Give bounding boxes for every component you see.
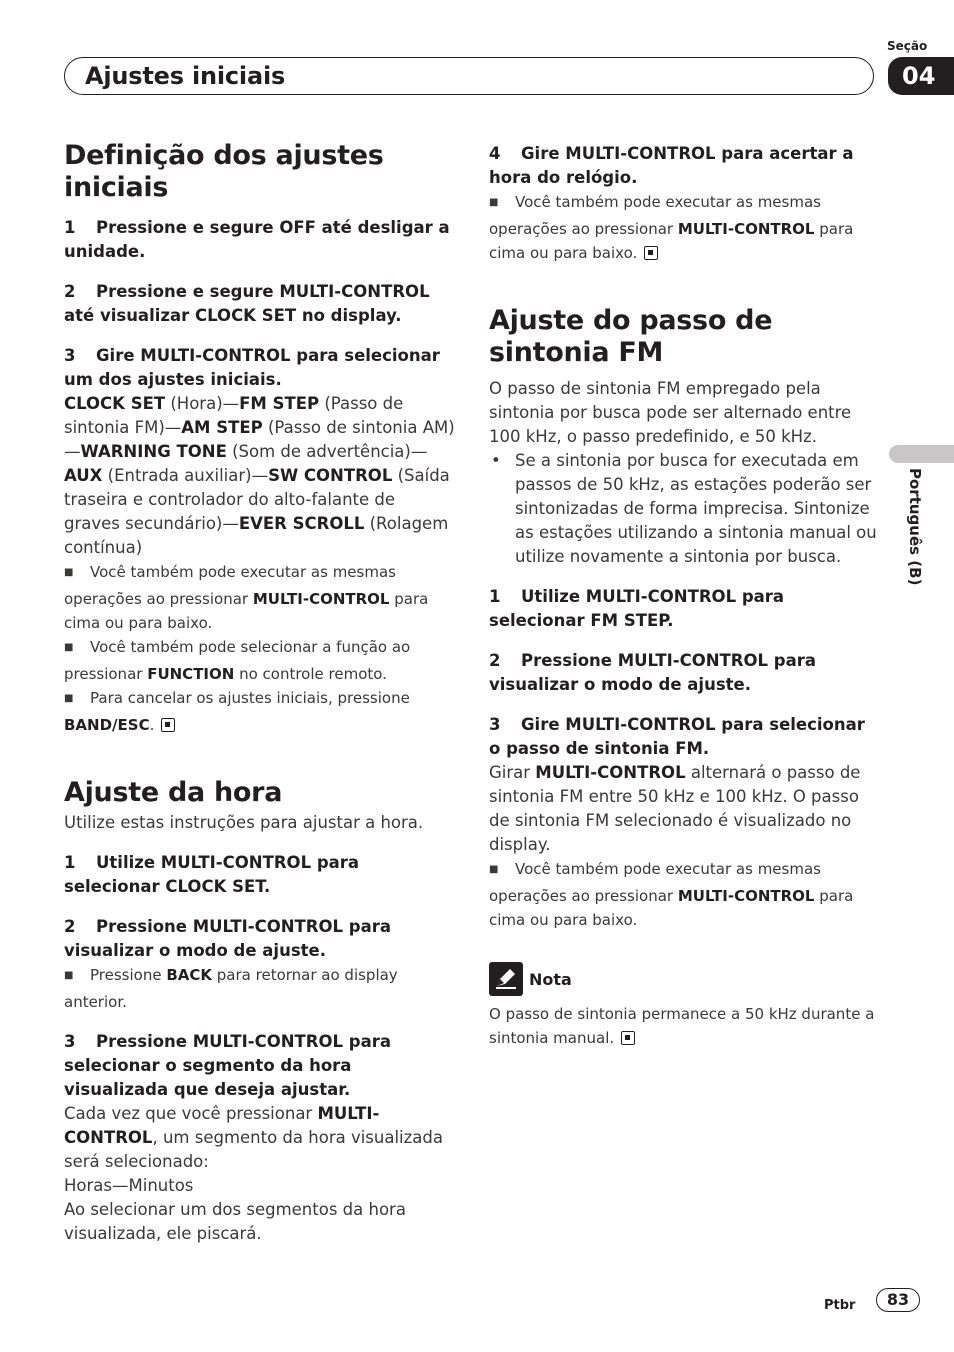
- step-body: Girar MULTI-CONTROL alternará o passo de sintonia FM entre 50 kHz e 100 kHz. O passo de sintonia FM selecionado é visualizado no display.: [489, 763, 861, 854]
- pencil-note-icon: [489, 962, 523, 996]
- note-title: Nota: [529, 969, 572, 989]
- step-2: 2 Pressione e segure MULTI-CONTROL até visualizar CLOCK SET no display.: [64, 282, 430, 325]
- note-header: [489, 962, 881, 996]
- left-column: [64, 140, 456, 1246]
- note-item: ■ Você também pode executar as mesmas operações ao pressionar MULTI-CONTROL para cima ou para baixo.: [489, 193, 854, 262]
- step-body: Ao selecionar um dos segmentos da hora visualizada, ele piscará.: [64, 1200, 406, 1243]
- step-1: 1 Utilize MULTI-CONTROL para selecionar CLOCK SET.: [64, 853, 360, 896]
- section-title-clock: Ajuste da hora: [64, 777, 283, 808]
- step-2: 2 Pressione MULTI-CONTROL para visualizar o modo de ajuste.: [489, 651, 816, 694]
- note-item: ■ Você também pode selecionar a função ao pressionar FUNCTION no controle remoto.: [64, 638, 411, 683]
- note-text: O passo de sintonia permanece a 50 kHz durante a sintonia manual.: [489, 1005, 875, 1047]
- end-mark-icon: [161, 718, 175, 732]
- square-bullet-icon: ■: [64, 970, 74, 981]
- step-3: 3 Gire MULTI-CONTROL para selecionar um dos ajustes iniciais.: [64, 346, 440, 389]
- bullet-item: • Se a sintonia por busca for executada em passos de 50 kHz, as estações poderão ser sintonizadas de forma imprecisa. Sintonize as estações utilizando a sintonia manual ou utilize novamente a sintonia por busca.: [491, 451, 877, 566]
- initial-settings-options: CLOCK SET (Hora)—FM STEP (Passo de sintonia FM)—AM STEP (Passo de sintonia AM)—WARNING TONE (Som de advertência)—AUX (Entrada auxiliar)—SW CONTROL (Saída traseira e controlador do alto-falante de graves secundário)—EVER SCROLL (Rolagem contínua): [64, 394, 455, 557]
- square-bullet-icon: ■: [489, 197, 499, 208]
- language-code: Ptbr: [824, 1298, 856, 1313]
- note-item: ■ Você também pode executar as mesmas operações ao pressionar MULTI-CONTROL para cima ou para baixo.: [64, 563, 429, 632]
- right-column: [489, 140, 881, 1050]
- step-body: Cada vez que você pressionar MULTI-CONTROL, um segmento da hora visualizada será selecionado:: [64, 1104, 443, 1171]
- round-bullet-icon: •: [491, 451, 501, 470]
- header-bar: [64, 57, 874, 95]
- end-mark-icon: [621, 1031, 635, 1045]
- step-3: 3 Pressione MULTI-CONTROL para selecionar o segmento da hora visualizada que deseja ajustar.: [64, 1032, 391, 1099]
- clock-intro: Utilize estas instruções para ajustar a hora.: [64, 813, 424, 832]
- section-label: Seção: [887, 39, 928, 53]
- step-3: 3 Gire MULTI-CONTROL para selecionar o passo de sintonia FM.: [489, 715, 865, 758]
- fm-step-intro: O passo de sintonia FM empregado pela sintonia por busca pode ser alternado entre 100 kHz, o passo predefinido, e 50 kHz.: [489, 379, 852, 446]
- chapter-title: Ajustes iniciais: [85, 62, 286, 90]
- step-1: 1 Utilize MULTI-CONTROL para selecionar FM STEP.: [489, 587, 785, 630]
- section-title-initial-settings: Definição dos ajustes iniciais: [64, 140, 384, 203]
- note-item: ■ Para cancelar os ajustes iniciais, pressione BAND/ESC.: [64, 689, 410, 734]
- note-item: ■ Você também pode executar as mesmas operações ao pressionar MULTI-CONTROL para cima ou para baixo.: [489, 860, 854, 929]
- section-number-badge: 04: [888, 57, 954, 95]
- square-bullet-icon: ■: [64, 693, 74, 704]
- step-1: 1 Pressione e segure OFF até desligar a unidade.: [64, 218, 450, 261]
- square-bullet-icon: ■: [64, 567, 74, 578]
- page-number: 83: [876, 1288, 920, 1312]
- note-item: ■ Pressione BACK para retornar ao display anterior.: [64, 966, 398, 1011]
- end-mark-icon: [644, 246, 658, 260]
- step-4: 4 Gire MULTI-CONTROL para acertar a hora do relógio.: [489, 144, 854, 187]
- time-segments: Horas—Minutos: [64, 1176, 194, 1195]
- language-tab-marker: [889, 445, 954, 463]
- square-bullet-icon: ■: [64, 642, 74, 653]
- square-bullet-icon: ■: [489, 864, 499, 875]
- step-2: 2 Pressione MULTI-CONTROL para visualizar o modo de ajuste.: [64, 917, 391, 960]
- language-tab-label: Português (B): [906, 468, 924, 586]
- section-title-fm-step: Ajuste do passo de sintonia FM: [489, 305, 773, 368]
